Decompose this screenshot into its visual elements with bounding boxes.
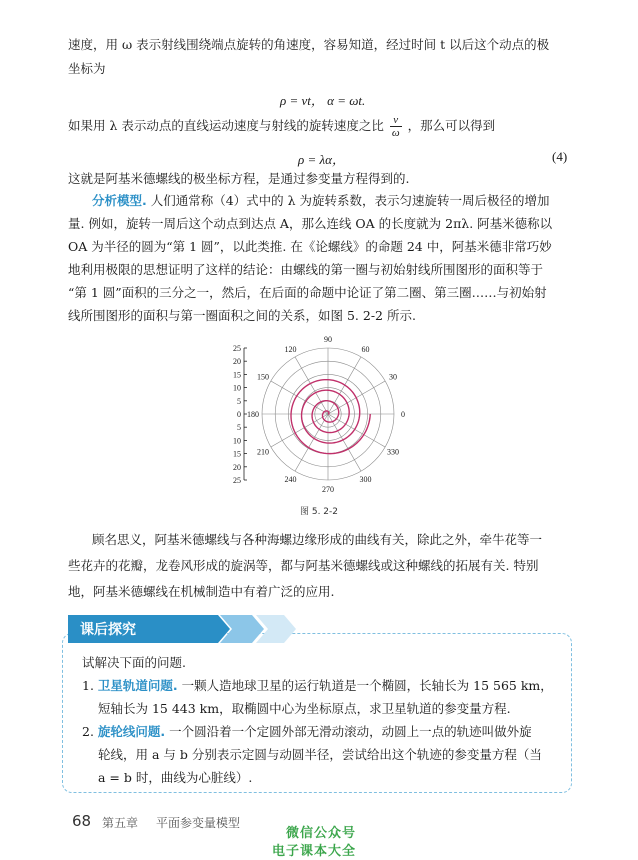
- radial-tick-label: 15: [233, 449, 241, 459]
- watermark-line1: 微信公众号: [286, 826, 357, 841]
- radial-tick-label: 25: [233, 344, 241, 353]
- radial-tick-label: 0: [237, 410, 241, 419]
- watermark-line2: 电子课本大全: [272, 844, 357, 859]
- angle-label: 240: [284, 474, 297, 484]
- angle-label: 60: [361, 345, 370, 355]
- item2-line1: 一个圆沿着一个定圆外部无滑动滚动，动圆上一点的轨迹叫做外旋: [165, 724, 532, 739]
- radial-tick-label: 5: [237, 396, 241, 406]
- figure-caption: 图 5. 2-2: [300, 507, 339, 517]
- angle-label: 120: [284, 345, 297, 355]
- para2-before: 如果用 λ 表示动点的直线运动速度与射线的旋转速度之比: [68, 118, 384, 133]
- polar-spiral-chart: [218, 334, 418, 500]
- analysis-line3: OA 为半径的圆为“第 1 圆”，以此类推. 在《论螺线》的命题 24 中，阿基米德非常巧妙: [68, 239, 552, 254]
- angle-label: 180: [247, 410, 259, 419]
- angle-label: 300: [359, 474, 372, 484]
- item1-line1: 一颗人造地球卫星的运行轨道是一个椭圆，长轴长为 15 565 km，: [177, 678, 553, 693]
- radial-tick-label: 20: [233, 462, 241, 472]
- section-title: 课后探究: [80, 622, 136, 638]
- radial-tick-label: 10: [233, 436, 241, 446]
- chapter-title: 平面参变量模型: [156, 816, 241, 830]
- radial-tick-label: 10: [233, 383, 241, 393]
- para4-line2: 些花卉的花瓣，龙卷风形成的旋涡等，都与阿基米德螺线或这种螺线的拓展有关. 特别: [68, 558, 539, 573]
- angle-label: 0: [401, 410, 405, 419]
- para1-line1: 速度，用 ω 表示射线围绕端点旋转的角速度，容易知道，经过时间 t 以后这个动点的极: [68, 37, 550, 52]
- analysis-line1-text: 人们通常称（4）式中的 λ 为旋转系数，表示匀速旋转一周后极径的增加: [146, 193, 550, 208]
- analysis-line4: 地利用极限的思想证明了这样的结论：由螺线的第一圈与初始射线所围图形的面积等于: [68, 262, 544, 277]
- item1-number: 1.: [82, 678, 94, 693]
- box-intro: 试解决下面的问题.: [82, 655, 186, 670]
- exercise-item-2: [82, 721, 532, 743]
- analysis-line5: “第 1 圆”面积的三分之一，然后，在后面的命题中论证了第二圈、第三圈……与初始射: [68, 285, 547, 300]
- radial-tick-label: 25: [233, 476, 241, 485]
- item2-line3: a = b 时，曲线为心脏线）.: [98, 770, 253, 785]
- angle-label: 150: [257, 372, 270, 382]
- analysis-line2: 量. 例如，旋转一周后这个动点到达点 A，那么连线 OA 的长度就为 2πλ. 阿基米德称以: [68, 216, 553, 231]
- grid-spoke: [271, 381, 328, 414]
- angle-label: 330: [386, 447, 399, 457]
- angle-label: 30: [388, 372, 397, 382]
- equation-1: ρ = vt， α = ωt.: [280, 93, 366, 108]
- fraction-denominator: ω: [391, 127, 400, 139]
- item1-line2: 短轴长为 15 443 km，取椭圆中心为坐标原点，求卫星轨道的参变量方程.: [98, 701, 511, 716]
- equation-number: (4): [552, 149, 568, 164]
- para2-after: ，那么可以得到: [407, 118, 496, 133]
- analysis-line6: 线所围图形的面积与第一圈面积之间的关系，如图 5. 2-2 所示.: [68, 308, 416, 323]
- grid-spoke: [295, 357, 328, 414]
- angle-label: 270: [322, 485, 334, 494]
- para1-line2: 坐标为: [68, 61, 106, 76]
- spiral-curve: [291, 380, 370, 454]
- item1-title: 卫星轨道问题.: [97, 678, 178, 693]
- para2: [68, 114, 495, 139]
- fraction-numerator: v: [390, 114, 402, 127]
- radial-tick-label: 15: [233, 370, 241, 380]
- equation-2: ρ = λα，: [298, 152, 345, 167]
- fraction: [390, 114, 402, 139]
- angle-label: 90: [324, 335, 332, 344]
- analysis-label: 分析模型.: [92, 193, 147, 208]
- radial-tick-label: 20: [233, 357, 241, 367]
- grid-spoke: [271, 414, 328, 447]
- radial-tick-label: 5: [237, 423, 241, 433]
- angle-label: 210: [257, 447, 270, 457]
- para4-line3: 地，阿基米德螺线在机械制造中有着广泛的应用.: [68, 584, 335, 599]
- chapter-label: 第五章: [102, 816, 139, 830]
- page-number: 68: [72, 812, 92, 830]
- item2-number: 2.: [82, 724, 94, 739]
- exercise-item-1: [82, 675, 553, 697]
- para3: 这就是阿基米德螺线的极坐标方程，是通过参变量方程得到的.: [68, 171, 410, 186]
- analysis-line1: [92, 190, 550, 212]
- item2-title: 旋轮线问题.: [97, 724, 166, 739]
- item2-line2: 轮线，用 a 与 b 分别表示定圆与动圆半径，尝试给出这个轨迹的参变量方程（当: [98, 747, 542, 762]
- para4-line1: 顾名思义，阿基米德螺线与各种海螺边缘形成的曲线有关，除此之外，牵牛花等一: [92, 532, 543, 547]
